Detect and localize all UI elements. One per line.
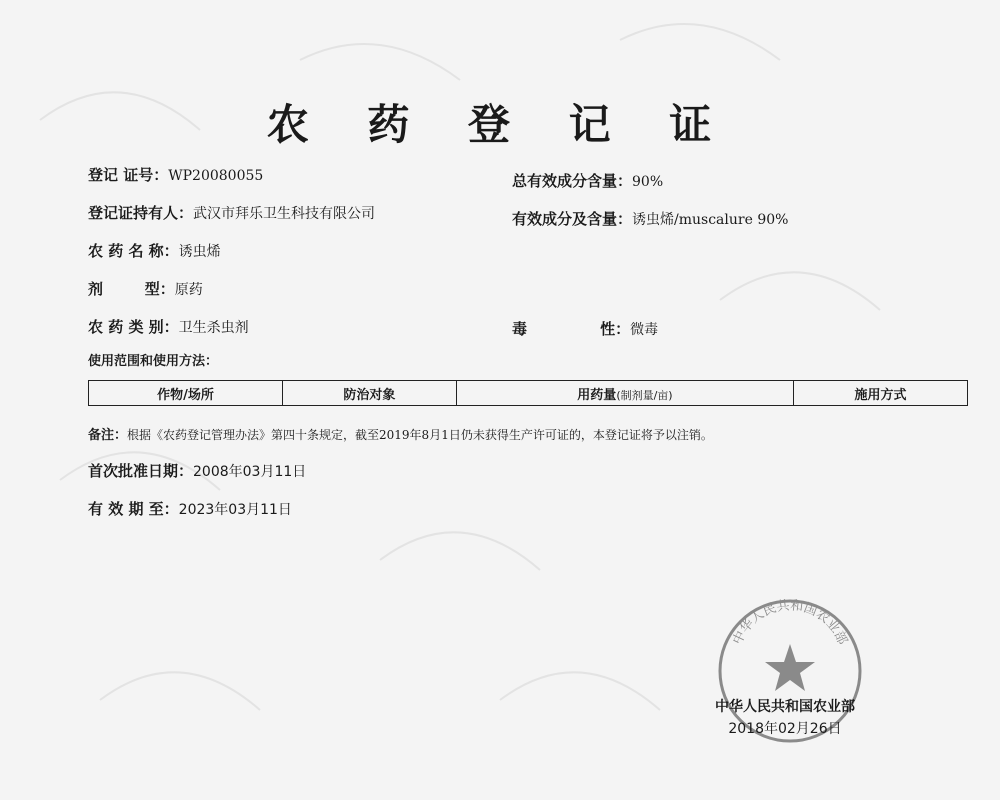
document-title: 农 药 登 记 证 xyxy=(266,100,734,149)
category-field xyxy=(88,316,249,337)
registration-number-field xyxy=(88,164,263,185)
issue-date: 2018年02月26日 xyxy=(728,721,842,737)
first-approval-value: 2008年03月11日 xyxy=(193,464,307,480)
seal-text: 中华人民共和国农业部 xyxy=(730,598,850,648)
formulation-value: 原药 xyxy=(174,282,203,298)
column-header-method: 施用方式 xyxy=(793,381,967,406)
valid-until-label: 有 效 期 至： xyxy=(88,500,179,518)
total-content-field xyxy=(512,170,663,191)
toxicity-field xyxy=(512,318,658,339)
first-approval-label: 首次批准日期： xyxy=(88,462,194,480)
dosage-unit-label: (制剂量/亩) xyxy=(616,388,673,402)
column-header-dosage xyxy=(456,381,793,406)
issuing-authority: 中华人民共和国农业部 xyxy=(715,699,855,715)
pesticide-name-label: 农 药 名 称： xyxy=(88,242,179,260)
valid-until-value: 2023年03月11日 xyxy=(178,502,292,518)
registration-number-value: WP20080055 xyxy=(168,168,264,184)
holder-value: 武汉市拜乐卫生科技有限公司 xyxy=(193,206,376,222)
active-ingredient-label: 有效成分及含量： xyxy=(512,210,633,228)
remarks xyxy=(88,424,968,443)
category-value: 卫生杀虫剂 xyxy=(178,320,249,336)
usage-section-label: 使用范围和使用方法： xyxy=(88,354,219,369)
pesticide-name-field xyxy=(88,240,221,261)
first-approval-field xyxy=(88,460,306,481)
remarks-text: 根据《农药登记管理办法》第四十条规定，截至2019年8月1日仍未获得生产许可证的，本登记证将予以注销。 xyxy=(127,428,713,442)
column-header-crop: 作物/场所 xyxy=(89,381,283,406)
category-label: 农 药 类 别： xyxy=(88,318,179,336)
total-content-value: 90% xyxy=(632,174,664,190)
remarks-label: 备注： xyxy=(88,428,128,443)
column-header-target: 防治对象 xyxy=(282,381,456,406)
usage-table xyxy=(88,380,968,406)
star-icon xyxy=(765,644,815,691)
dosage-main-label: 用药量 xyxy=(577,387,617,403)
active-ingredient-field xyxy=(512,208,788,229)
toxicity-label: 毒 性： xyxy=(512,320,631,338)
holder-field xyxy=(88,202,375,223)
pesticide-name-value: 诱虫烯 xyxy=(178,244,221,260)
active-ingredient-value: 诱虫烯/muscalure 90% xyxy=(632,212,789,228)
holder-label: 登记证持有人： xyxy=(88,204,194,222)
toxicity-value: 微毒 xyxy=(630,322,659,338)
registration-number-label: 登记 证号： xyxy=(88,166,169,184)
total-content-label: 总有效成分含量： xyxy=(512,172,633,190)
usage-table-header-row xyxy=(89,381,968,406)
formulation-label: 剂 型： xyxy=(88,280,175,298)
formulation-field xyxy=(88,278,203,299)
valid-until-field xyxy=(88,498,292,519)
